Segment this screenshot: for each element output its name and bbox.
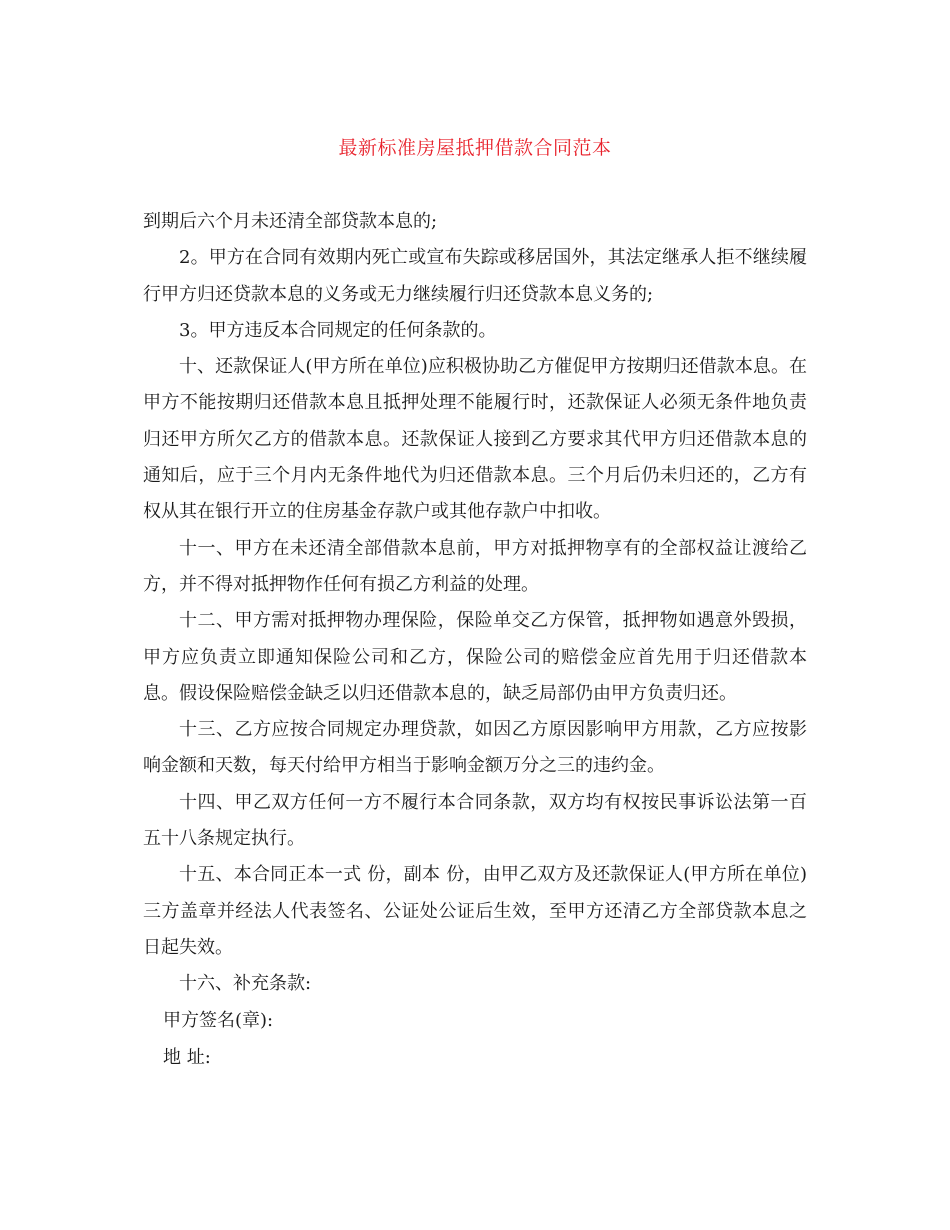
paragraph: 到期后六个月未还清全部贷款本息的;: [143, 211, 438, 232]
paragraph: 十、还款保证人(甲方所在单位)应积极协助乙方催促甲方按期归还借款本息。在甲方不能按期归还借款本息且抵押处理不能履行时，还款保证人必须无条件地负责归还甲方所欠乙方的借款本息。还款保证人接到乙方要求其代甲方归还借款本息的通知后，应于三个月内无条件地代为归还借款本息。三个月后仍未归还的，乙方有权从其在银行开立的住房基金存款户或其他存款户中扣收。: [143, 356, 807, 523]
address-label: 地 址:: [163, 1047, 211, 1068]
paragraph: 2。甲方在合同有效期内死亡或宣布失踪或移居国外，其法定继承人拒不继续履行甲方归还贷款本息的义务或无力继续履行归还贷款本息义务的;: [143, 247, 807, 305]
paragraph: 十三、乙方应按合同规定办理贷款，如因乙方原因影响甲方用款，乙方应按影响金额和天数，每天付给甲方相当于影响金额万分之三的违约金。: [143, 719, 807, 777]
paragraph: 十四、甲乙双方任何一方不履行本合同条款，双方均有权按民事诉讼法第一百五十八条规定执行。: [143, 791, 807, 850]
paragraph: 十六、补充条款:: [179, 973, 312, 995]
document-title: 最新标准房屋抵押借款合同范本: [338, 137, 612, 159]
party-a-signature-label: 甲方签名(章):: [163, 1010, 274, 1031]
paragraph: 3。甲方违反本合同规定的任何条款的。: [179, 319, 497, 341]
paragraph: 十二、甲方需对抵押物办理保险，保险单交乙方保管，抵押物如遇意外毁损，甲方应负责立即通知保险公司和乙方，保险公司的赔偿金应首先用于归还借款本息。假设保险赔偿金缺乏以归还借款本息的，缺乏局部仍由甲方负责归还。: [143, 610, 807, 704]
paragraph: 十五、本合同正本一式 份，副本 份，由甲乙双方及还款保证人(甲方所在单位)三方盖章并经法人代表签名、公证处公证后生效，至甲方还清乙方全部贷款本息之日起失效。: [143, 864, 807, 958]
document-body: [143, 204, 807, 1003]
paragraph: 十一、甲方在未还清全部借款本息前，甲方对抵押物享有的全部权益让渡给乙方，并不得对抵押物作任何有损乙方利益的处理。: [143, 537, 807, 595]
